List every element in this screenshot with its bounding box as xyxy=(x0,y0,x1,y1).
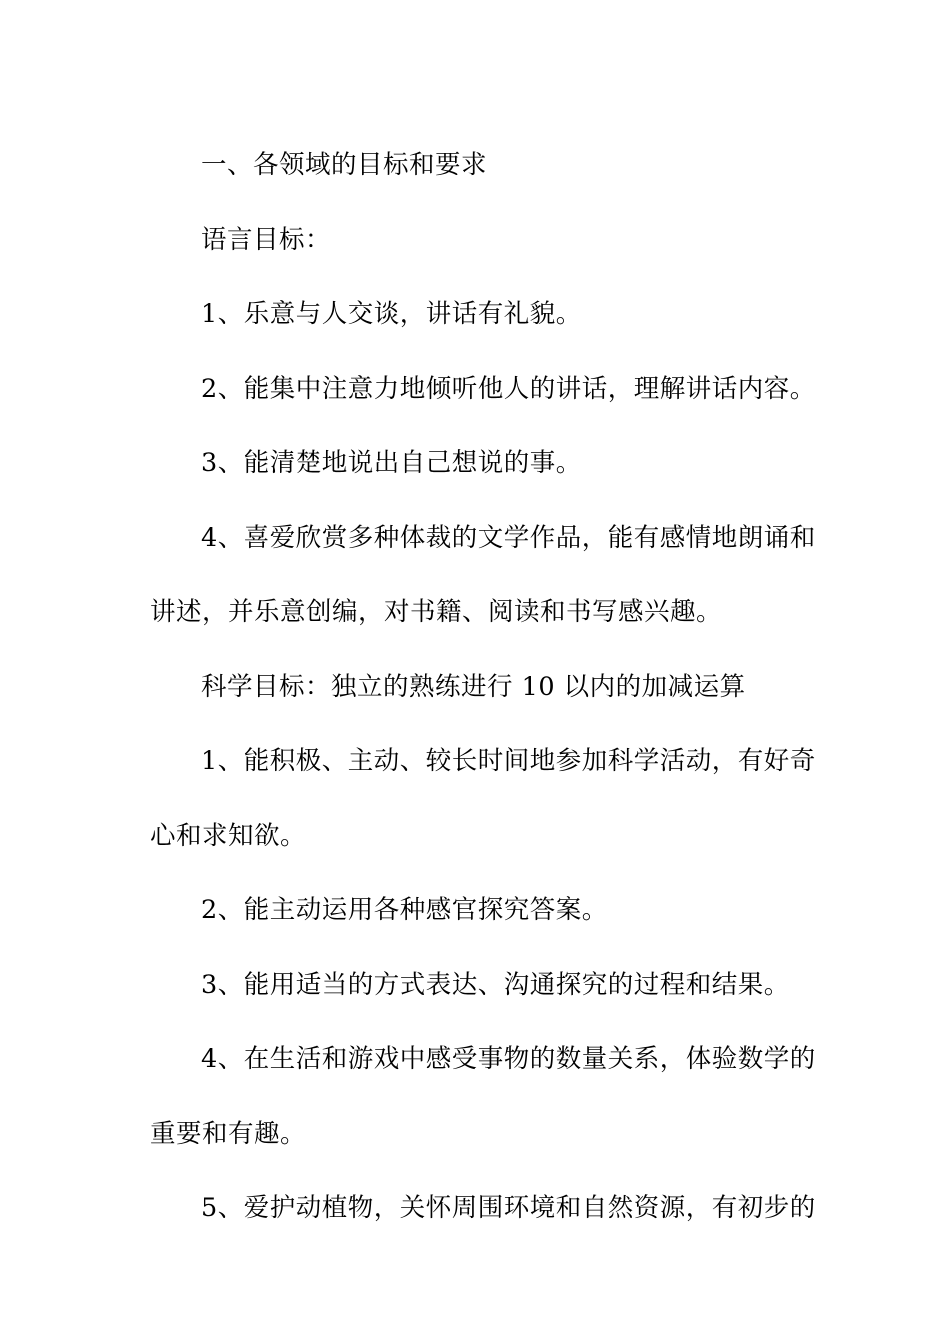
language-goal-1: 1、乐意与人交谈，讲话有礼貌。 xyxy=(201,299,582,329)
science-goal-4: 4、在生活和游戏中感受事物的数量关系，体验数学的 xyxy=(201,1044,816,1074)
science-goal-3: 3、能用适当的方式表达、沟通探究的过程和结果。 xyxy=(201,969,790,1000)
language-goal-2: 2、能集中注意力地倾听他人的讲话，理解讲话内容。 xyxy=(201,373,816,404)
science-goal-5: 5、爱护动植物，关怀周围环境和自然资源，有初步的 xyxy=(201,1193,816,1223)
science-goal-4-continued: 重要和有趣。 xyxy=(150,1118,307,1149)
science-goal-1-continued: 心和求知欲。 xyxy=(150,820,307,851)
language-goals-title: 语言目标： xyxy=(201,224,332,255)
science-goals-title: 科学目标：独立的熟练进行 10 以内的加减运算 xyxy=(201,671,746,702)
language-goal-4: 4、喜爱欣赏多种体裁的文学作品，能有感情地朗诵和 xyxy=(201,522,816,553)
section-heading: 一、各领域的目标和要求 xyxy=(201,150,488,180)
document-body xyxy=(150,128,816,1246)
science-goal-2: 2、能主动运用各种感官探究答案。 xyxy=(201,895,608,925)
science-goal-1: 1、能积极、主动、较长时间地参加科学活动，有好奇 xyxy=(201,746,816,776)
language-goal-3: 3、能清楚地说出自己想说的事。 xyxy=(201,448,582,478)
language-goal-4-continued: 讲述，并乐意创编，对书籍、阅读和书写感兴趣。 xyxy=(150,597,723,627)
